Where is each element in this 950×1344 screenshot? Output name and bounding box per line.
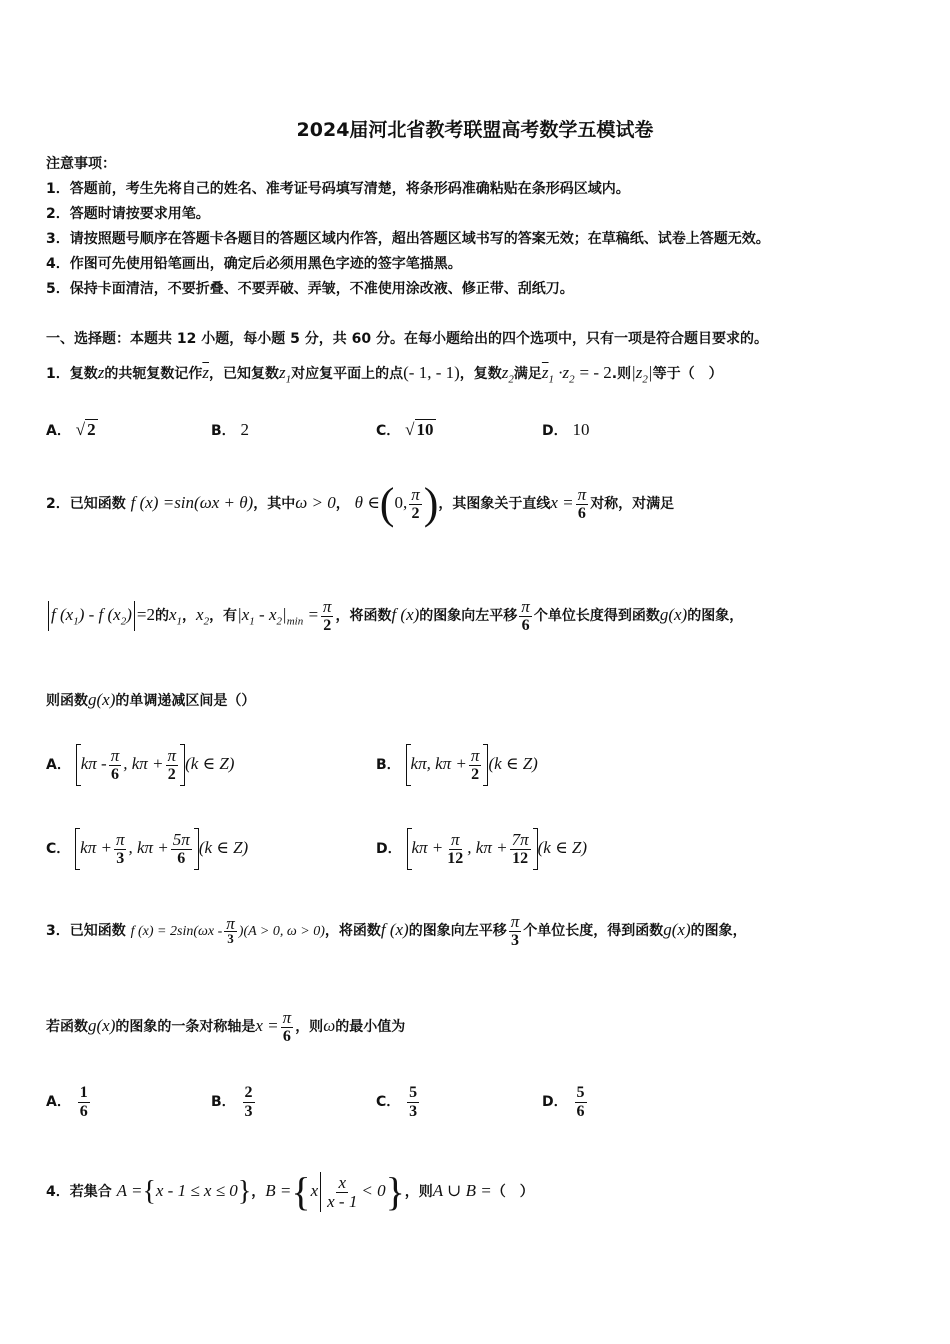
q1-option-b[interactable]: B． 2 (211, 420, 250, 439)
q1-option-a[interactable]: A． √ 2 (46, 420, 96, 439)
page-title: 2024届河北省教考联盟高考数学五模试卷 (296, 119, 654, 141)
question-2-line-1: 2．已知函数 f (x) =sin(ωx + θ)，其中ω > 0， θ ∈(0, $\frac{\pi}{2}$ )，其图象关于直线x = $\frac{\pi}{6}$ 对称，对满足 (46, 479, 675, 528)
question-2-line-2: f $(x_1)$ - f $(x_2) =2$的$x_1$，$x_2$，有$|x_1 - x_2|_{min}$ = $\frac{\pi}{2}$ ，将函数f (x)的图象向左平移 $\frac{\pi}{6}$ 个单位长度得到函数g(x)的图象， (46, 593, 743, 643)
question-3-line-1: 3．已知函数 f (x) = 2sin(ωx - $\frac{\pi}{3}$ )(A > 0, ω > 0)，将函数f (x)的图象向左平移 $\frac{\pi}{3}$ 个单位长度，得到函数g(x)的图象， (46, 911, 747, 949)
q2-option-c[interactable]: C． kπ + $\frac{\pi}{3}$ , kπ + $\frac{5\pi}{6}$ (k ∈ Z) (46, 826, 248, 871)
notice-item-5: 5．保持卡面清洁，不要折叠、不要弄破、弄皱，不准使用涂改液、修正带、刮纸刀。 (46, 281, 574, 297)
q3-option-a[interactable]: A． $\frac{1}{6}$ (46, 1083, 88, 1120)
q2-option-a[interactable]: A． kπ - $\frac{\pi}{6}$ , kπ + $\frac{\pi}{2}$ (k ∈ Z) (46, 742, 234, 787)
notice-item-2: 2．答题时请按要求用笔。 (46, 206, 210, 222)
q3-option-d[interactable]: D． $\frac{5}{6}$ (542, 1083, 585, 1120)
notice-item-3: 3．请按照题号顺序在答题卡各题目的答题区域内作答，超出答题区域书写的答案无效；在草稿纸、试卷上答题无效。 (46, 231, 770, 247)
question-3-line-2: 若函数g(x)的图象的一条对称轴是x = $\frac{\pi}{6}$ ，则ω的最小值为 (46, 1007, 406, 1045)
section-heading: 一、选择题：本题共 12 小题，每小题 5 分，共 60 分。在每小题给出的四个选项中，只有一项是符合题目要求的。 (46, 331, 768, 347)
question-1: 1．复数z的共轭复数记作$\overline{z}$，已知复数$z_1$对应复平面上的点(- 1, - 1)，复数$z_2$满足$\overline{z}_1 \cdot z_2$ = - 2.则$|z_2|$等于（ ） (46, 363, 723, 386)
q3-option-b[interactable]: B． $\frac{2}{3}$ (211, 1083, 253, 1120)
notice-item-4: 4．作图可先使用铅笔画出，确定后必须用黑色字迹的签字笔描黑。 (46, 256, 462, 272)
q1-option-c[interactable]: C． √ 10 (376, 420, 434, 439)
q3-option-c[interactable]: C． $\frac{5}{3}$ (376, 1083, 418, 1120)
notice-item-1: 1．答题前，考生先将自己的姓名、准考证号码填写清楚，将条形码准确粘贴在条形码区域内。 (46, 181, 630, 197)
question-2-line-3: 则函数g(x)的单调递减区间是（） (46, 690, 256, 709)
q2-option-b[interactable]: B． kπ, kπ + $\frac{\pi}{2}$ (k ∈ Z) (376, 742, 538, 787)
question-4: 4．若集合 A ={x - 1 ≤ x ≤ 0}，B ={x $\frac{x}{x - 1}$ < 0}，则A ∪ B =（ ） (46, 1169, 534, 1214)
notice-heading: 注意事项： (46, 156, 116, 172)
q1-option-d[interactable]: D． 10 (542, 420, 590, 439)
q2-option-d[interactable]: D． kπ + $\frac{\pi}{12}$ , kπ + $\frac{7\pi}{12}$ (k ∈ Z) (376, 826, 587, 871)
